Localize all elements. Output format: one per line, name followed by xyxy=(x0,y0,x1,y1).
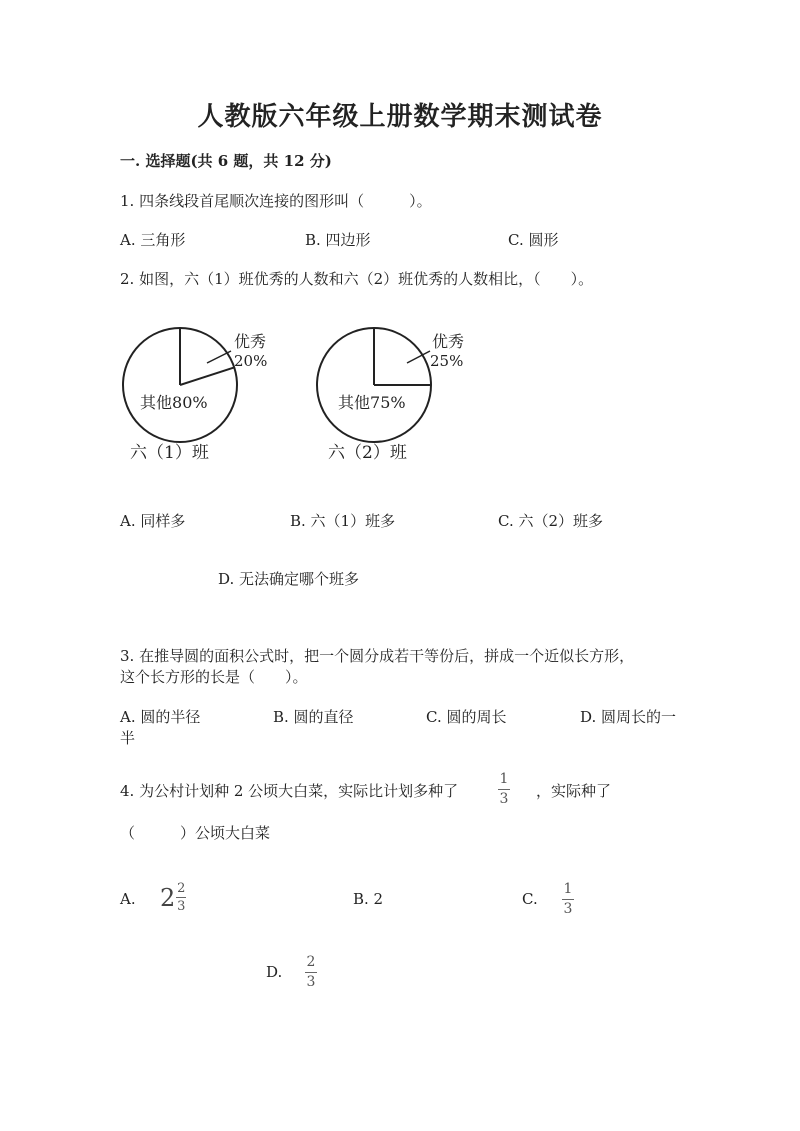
q4-option-a-value[interactable]: 2 $\frac{2}{3}$ xyxy=(160,881,186,914)
pie-charts-figure xyxy=(110,315,465,475)
q1-option-c[interactable]: C. 圆形 xyxy=(508,231,559,249)
pie-2-caption: 六（2）班 xyxy=(328,443,407,463)
q1-option-b[interactable]: B. 四边形 xyxy=(305,231,371,249)
pie-1-slice-divider-side xyxy=(180,367,234,385)
pie-2-other-label: 其他75% xyxy=(338,393,406,412)
q3-option-d-wrap: 半 xyxy=(120,729,136,747)
q2-option-d[interactable]: D. 无法确定哪个班多 xyxy=(218,570,360,588)
q1-option-a[interactable]: A. 三角形 xyxy=(120,231,186,249)
pie-1-caption: 六（1）班 xyxy=(130,443,209,463)
pie-1-other-label: 其他80% xyxy=(140,393,208,412)
q3-option-b[interactable]: B. 圆的直径 xyxy=(273,708,354,726)
q4-option-c-value[interactable]: $\frac{1}{3}$ xyxy=(563,881,573,917)
q4-option-a-label[interactable]: A. xyxy=(120,890,136,908)
q4-option-d-label[interactable]: D. xyxy=(266,963,283,981)
pie-chart-class-2 xyxy=(317,328,464,463)
q3-option-c[interactable]: C. 圆的周长 xyxy=(426,708,507,726)
q2-option-a[interactable]: A. 同样多 xyxy=(120,512,186,530)
q3-option-a[interactable]: A. 圆的半径 xyxy=(120,708,201,726)
question-4-text-end: ，实际种了 xyxy=(536,782,612,800)
page-title: 人教版六年级上册数学期末测试卷 xyxy=(197,102,603,132)
q4-option-b[interactable]: B. 2 xyxy=(353,890,384,908)
q3-option-d[interactable]: D. 圆周长的一 xyxy=(580,708,677,726)
q2-option-c[interactable]: C. 六（2）班多 xyxy=(498,512,604,530)
pie-1-excellent-label: 优秀 xyxy=(234,332,267,351)
pie-2-excellent-label: 优秀 xyxy=(432,332,465,351)
pie-1-excellent-percent: 20% xyxy=(234,352,268,370)
question-3-text-line-2: 这个长方形的长是（ ）。 xyxy=(120,668,308,686)
question-2-text: 2. 如图，六（1）班优秀的人数和六（2）班优秀的人数相比，（ ）。 xyxy=(120,270,594,288)
q4-option-d-value[interactable]: $\frac{2}{3}$ xyxy=(306,954,316,990)
q2-option-b[interactable]: B. 六（1）班多 xyxy=(290,512,396,530)
pie-2-excellent-percent: 25% xyxy=(430,352,464,370)
pie-chart-class-1 xyxy=(123,328,267,463)
question-4-text-line-2: （ ）公顷大白菜 xyxy=(120,824,271,842)
pie-1-leader-line xyxy=(207,351,231,363)
section-heading: 一. 选择题(共 6 题，共 12 分) xyxy=(120,152,332,170)
q4-fraction-one-third: $\frac{1}{3}$ xyxy=(499,771,509,807)
q4-option-c-label[interactable]: C. xyxy=(522,890,538,908)
question-1-text: 1. 四条线段首尾顺次连接的图形叫（ ）。 xyxy=(120,192,432,210)
question-3-text-line-1: 3. 在推导圆的面积公式时，把一个圆分成若干等份后，拼成一个近似长方形， xyxy=(120,647,635,665)
question-4-text-start: 4. 为公村计划种 2 公顷大白菜，实际比计划多种了 xyxy=(120,782,459,800)
